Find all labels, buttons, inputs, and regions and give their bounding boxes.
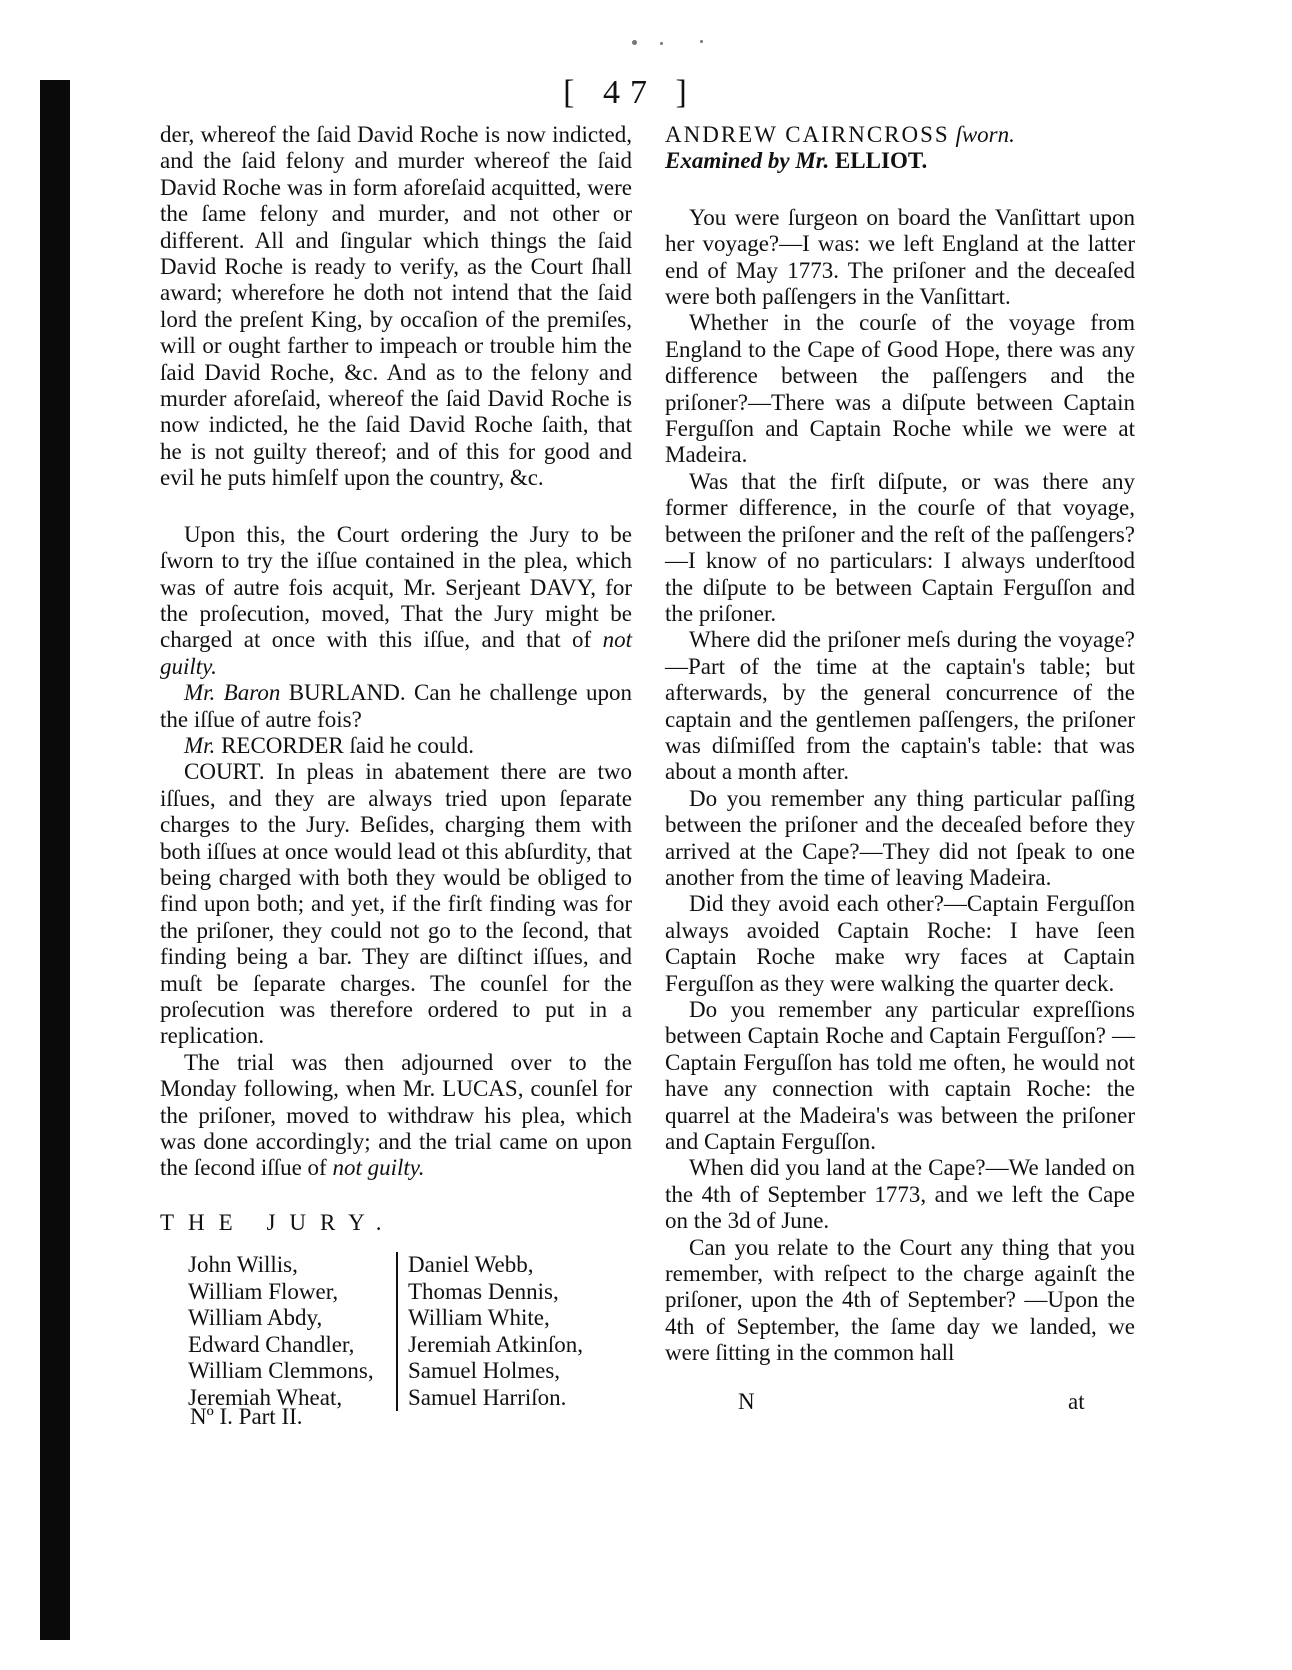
court-order-text: Upon this, the Court ordering the Jury to be ſworn to try the iſſue contained in the plea, which was of autre fois acquit, Mr. Serjeant DAVY, for the proſecution, moved, That the Jury might be charged at once with this iſſue, and that of	[160, 521, 632, 653]
juror-name: Edward Chandler,	[188, 1331, 355, 1357]
juror-name: Jeremiah Wheat,	[188, 1384, 343, 1410]
baron-question: Can he challenge upon the iſſue of autre fois?	[160, 680, 633, 732]
testimony-paragraph: Can you relate to the Court any thing that you remember, with reſpect to the charge againſt the priſoner, upon the 4th of September? —Upon the 4th of September, the ſame day we landed, we were ſitting in the common hall	[665, 1234, 1135, 1366]
testimony-paragraph: Was that the firſt diſpute, or was there any former difference, in the courſe of that voyage, between the priſoner and the reſt of the paſſengers?—I know of no particulars: I always underſtood the diſpute to be between Captain Ferguſſon and the priſoner.	[665, 468, 1135, 626]
plea-paragraph: der, whereof the ſaid David Roche is now indicted, and the ſaid felony and murder whereof the ſaid David Roche was in form aforeſaid acquitted, were the ſame felony and murder, and not other or different. All and ſingular which things the ſaid David Roche is ready to verify, as the Court ſhall award; wherefore he doth not intend that the ſaid lord the preſent King, by occaſion of the premiſes, will or ought farther to impeach or trouble him the ſaid David Roche, &c. And as to the felony and murder aforeſaid, whereof the ſaid David Roche is now indicted, he the ſaid David Roche ſaith, that he is not guilty thereof; and of this for good and evil he puts himſelf upon the country, &c.	[160, 122, 632, 491]
recorder-paragraph	[160, 733, 632, 759]
testimony-paragraph: Did they avoid each other?—Captain Ferguſſon always avoided Captain Roche: I have ſeen Captain Roche make wry faces at Captain Ferguſſon as they were walking the quarter deck.	[665, 891, 1135, 996]
examiner-name: ELLIOT.	[834, 148, 928, 174]
court-order-paragraph	[160, 522, 632, 680]
witness-name: ANDREW CAIRNCROSS	[665, 122, 950, 147]
testimony-paragraph: Where did the priſoner meſs during the voyage?—Part of the time at the captain's table; but afterwards, by the general concurrence of the captain and the gentlemen paſſengers, the priſoner was diſmiſſed from the captain's table: that was about a month after.	[665, 627, 1135, 785]
scan-speck	[632, 40, 637, 45]
recorder-prefix: Mr.	[184, 732, 216, 758]
right-column	[665, 122, 1135, 1367]
testimony-paragraph: Do you remember any thing particular paſſing between the priſoner and the deceaſed before they arrived at the Cape?—They did not ſpeak to one another from the time of leaving Madeira.	[665, 785, 1135, 890]
baron-paragraph	[160, 680, 632, 733]
juror-name: Thomas Dennis,	[408, 1278, 559, 1304]
binding-shadow	[40, 80, 70, 1640]
witness-heading	[665, 122, 1135, 148]
court-paragraph	[160, 759, 632, 1049]
not-guilty-phrase: not guilty.	[160, 627, 632, 679]
jury-list-right	[396, 1252, 598, 1411]
scan-speck	[660, 42, 663, 45]
recorder-reply: ſaid he could.	[349, 732, 475, 758]
court-text: In pleas in abatement there are two iſſues, and they are always tried upon ſeparate charges to the Jury. Beſides, charging them with both iſſues at once would lead ot this abſurdity, that being charged with both they would be obliged to find upon both; and yet, if the firſt finding was for the priſoner, they could not go to the ſecond, that finding being a bar. They are diſtinct iſſues, and muſt be ſeparate charges. The counſel for the proſecution was therefore ordered to put in a replication.	[160, 759, 633, 1049]
testimony-paragraph: When did you land at the Cape?—We landed on the 4th of September 1773, and we left the Cape on the 3d of June.	[665, 1155, 1135, 1234]
signature-mark: N	[738, 1389, 755, 1414]
juror-name: William Clemmons,	[188, 1358, 374, 1384]
scan-speck	[700, 40, 703, 43]
sworn-label: ſworn.	[955, 122, 1015, 147]
recorder-name: RECORDER	[221, 732, 344, 758]
adjournment-text: The trial was then adjourned over to the Monday following, when Mr. LUCAS, counſel for the priſoner, moved to withdraw his plea, which was done accordingly; and the trial came on upon the ſecond iſſue of	[160, 1049, 632, 1181]
court-label: COURT.	[184, 759, 265, 785]
testimony-paragraph: Whether in the courſe of the voyage from England to the Cape of Good Hope, there was any difference between the paſſengers and the priſoner?—There was a diſpute between Captain Ferguſſon and Captain Roche while we were at Madeira.	[665, 310, 1135, 468]
examiner-line	[665, 148, 1135, 174]
juror-name: Jeremiah Atkinſon,	[408, 1331, 584, 1357]
juror-name: John Willis,	[188, 1252, 298, 1278]
baron-name: BURLAND.	[288, 680, 406, 706]
juror-name: William White,	[408, 1305, 550, 1331]
juror-name: Daniel Webb,	[408, 1252, 534, 1278]
not-guilty-phrase-2: not guilty.	[332, 1155, 425, 1181]
baron-prefix: Mr. Baron	[184, 680, 281, 706]
catchword: at	[1068, 1389, 1085, 1414]
jury-list	[188, 1252, 632, 1411]
jury-list-left	[188, 1252, 396, 1411]
part-label: Nº I. Part II.	[190, 1404, 303, 1429]
examined-by-label: Examined by Mr.	[665, 148, 830, 174]
testimony-paragraph: You were ſurgeon on board the Vanſittart upon her voyage?—I was: we left England at the latter end of May 1773. The priſoner and the deceaſed were both paſſengers in the Vanſittart.	[665, 204, 1135, 310]
juror-name: William Flower,	[188, 1278, 339, 1304]
left-column	[160, 122, 632, 1411]
juror-name: Samuel Harriſon.	[408, 1384, 567, 1410]
testimony-paragraph: Do you remember any particular expreſſions between Captain Roche and Captain Ferguſſon? —Captain Ferguſſon has told me often, he would not have any connection with captain Roche: the quarrel at the Madeira's was between the priſoner and Captain Ferguſſon.	[665, 997, 1135, 1155]
jury-title: THE JURY.	[160, 1209, 396, 1235]
page-number: [ 47 ]	[563, 74, 697, 111]
adjournment-paragraph	[160, 1050, 632, 1182]
juror-name: Samuel Holmes,	[408, 1358, 561, 1384]
juror-name: William Abdy,	[188, 1305, 323, 1331]
